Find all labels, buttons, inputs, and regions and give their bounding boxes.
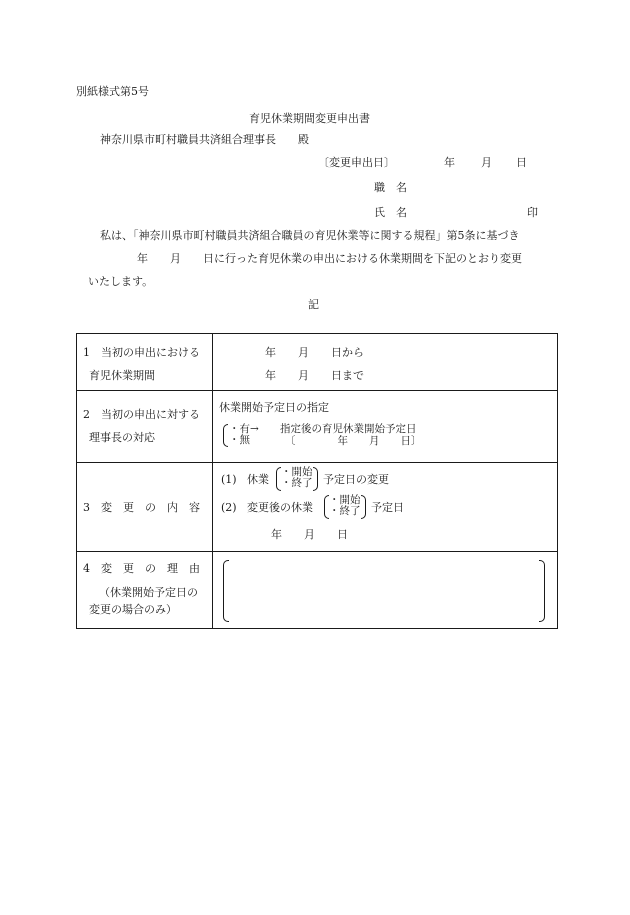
row4-note-line1: （休業開始予定日の [99, 586, 198, 599]
right-bracket [361, 495, 366, 519]
designation-yes-option: ・有→ [229, 423, 259, 435]
body-text-line-1: 私は、「神奈川県市町村職員共済組合職員の育児休業等に関する規程」第5条に基づき [100, 229, 520, 242]
right-bracket [539, 560, 545, 622]
row2-label-cell [77, 391, 213, 463]
left-bracket [223, 560, 229, 622]
table-row [77, 334, 558, 391]
table-row [77, 463, 558, 552]
submission-date-label: 〔変更申出日〕 [318, 156, 395, 169]
name-label: 氏 名 [374, 206, 407, 219]
item2-prefix: 変更後の休業 [247, 501, 313, 514]
document-title: 育児休業期間変更申出書 [249, 112, 370, 125]
original-period-to: 年 月 日まで [265, 369, 364, 382]
original-period-from: 年 月 日から [265, 346, 364, 359]
row2-label-line2: 理事長の対応 [89, 431, 155, 444]
body-text-line-3: いたします。 [88, 275, 154, 288]
left-bracket [223, 424, 228, 447]
designation-no-option: ・無 [229, 434, 250, 446]
row1-label-line1: 1 当初の申出における [83, 346, 200, 359]
row3-label-cell [77, 463, 213, 552]
designated-start-date-label: 指定後の育児休業開始予定日 [280, 423, 417, 435]
change-details-table [76, 333, 558, 629]
right-bracket [313, 467, 318, 491]
item1-prefix: 休業 [247, 473, 269, 486]
row2-label-line1: 2 当初の申出に対する [83, 408, 200, 421]
seal-label: 印 [527, 206, 538, 219]
item2-suffix: 予定日 [371, 501, 404, 514]
row2-value-cell [213, 391, 558, 463]
start-date-designation-label: 休業開始予定日の指定 [219, 401, 329, 414]
submission-date-day: 日 [516, 156, 527, 169]
designated-start-date-line: 〔 年 月 日〕 [285, 435, 422, 447]
ki-heading: 記 [308, 298, 319, 311]
job-title-label: 職 名 [374, 181, 407, 194]
table-row [77, 391, 558, 463]
item2-start-option: ・開始 [329, 494, 361, 506]
submission-date-year: 年 [444, 156, 455, 169]
table-row [77, 552, 558, 629]
item1-suffix: 予定日の変更 [323, 473, 389, 486]
row1-value-cell [213, 334, 558, 391]
item2-number: (2) [221, 501, 237, 514]
addressee: 神奈川県市町村職員共済組合理事長 殿 [100, 133, 309, 146]
row4-label: 4 変 更 の 理 由 [83, 562, 200, 575]
row4-note-line2: 変更の場合のみ） [89, 603, 177, 616]
item1-number: (1) [221, 473, 237, 486]
item1-end-option: ・終了 [281, 477, 313, 489]
body-text-line-2: 年 月 日に行った育児休業の申出における休業期間を下記のとおり変更 [137, 252, 522, 265]
row3-label: 3 変 更 の 内 容 [83, 501, 200, 514]
item1-start-option: ・開始 [281, 466, 313, 478]
row4-label-cell [77, 552, 213, 629]
submission-date-month: 月 [481, 156, 492, 169]
changed-date-line: 年 月 日 [271, 528, 348, 541]
row1-label-line2: 育児休業期間 [89, 369, 155, 382]
item2-end-option: ・終了 [329, 505, 361, 517]
row3-value-cell [213, 463, 558, 552]
row1-label-cell [77, 334, 213, 391]
change-reason-field[interactable] [213, 552, 558, 629]
form-number: 別紙様式第5号 [76, 85, 149, 98]
